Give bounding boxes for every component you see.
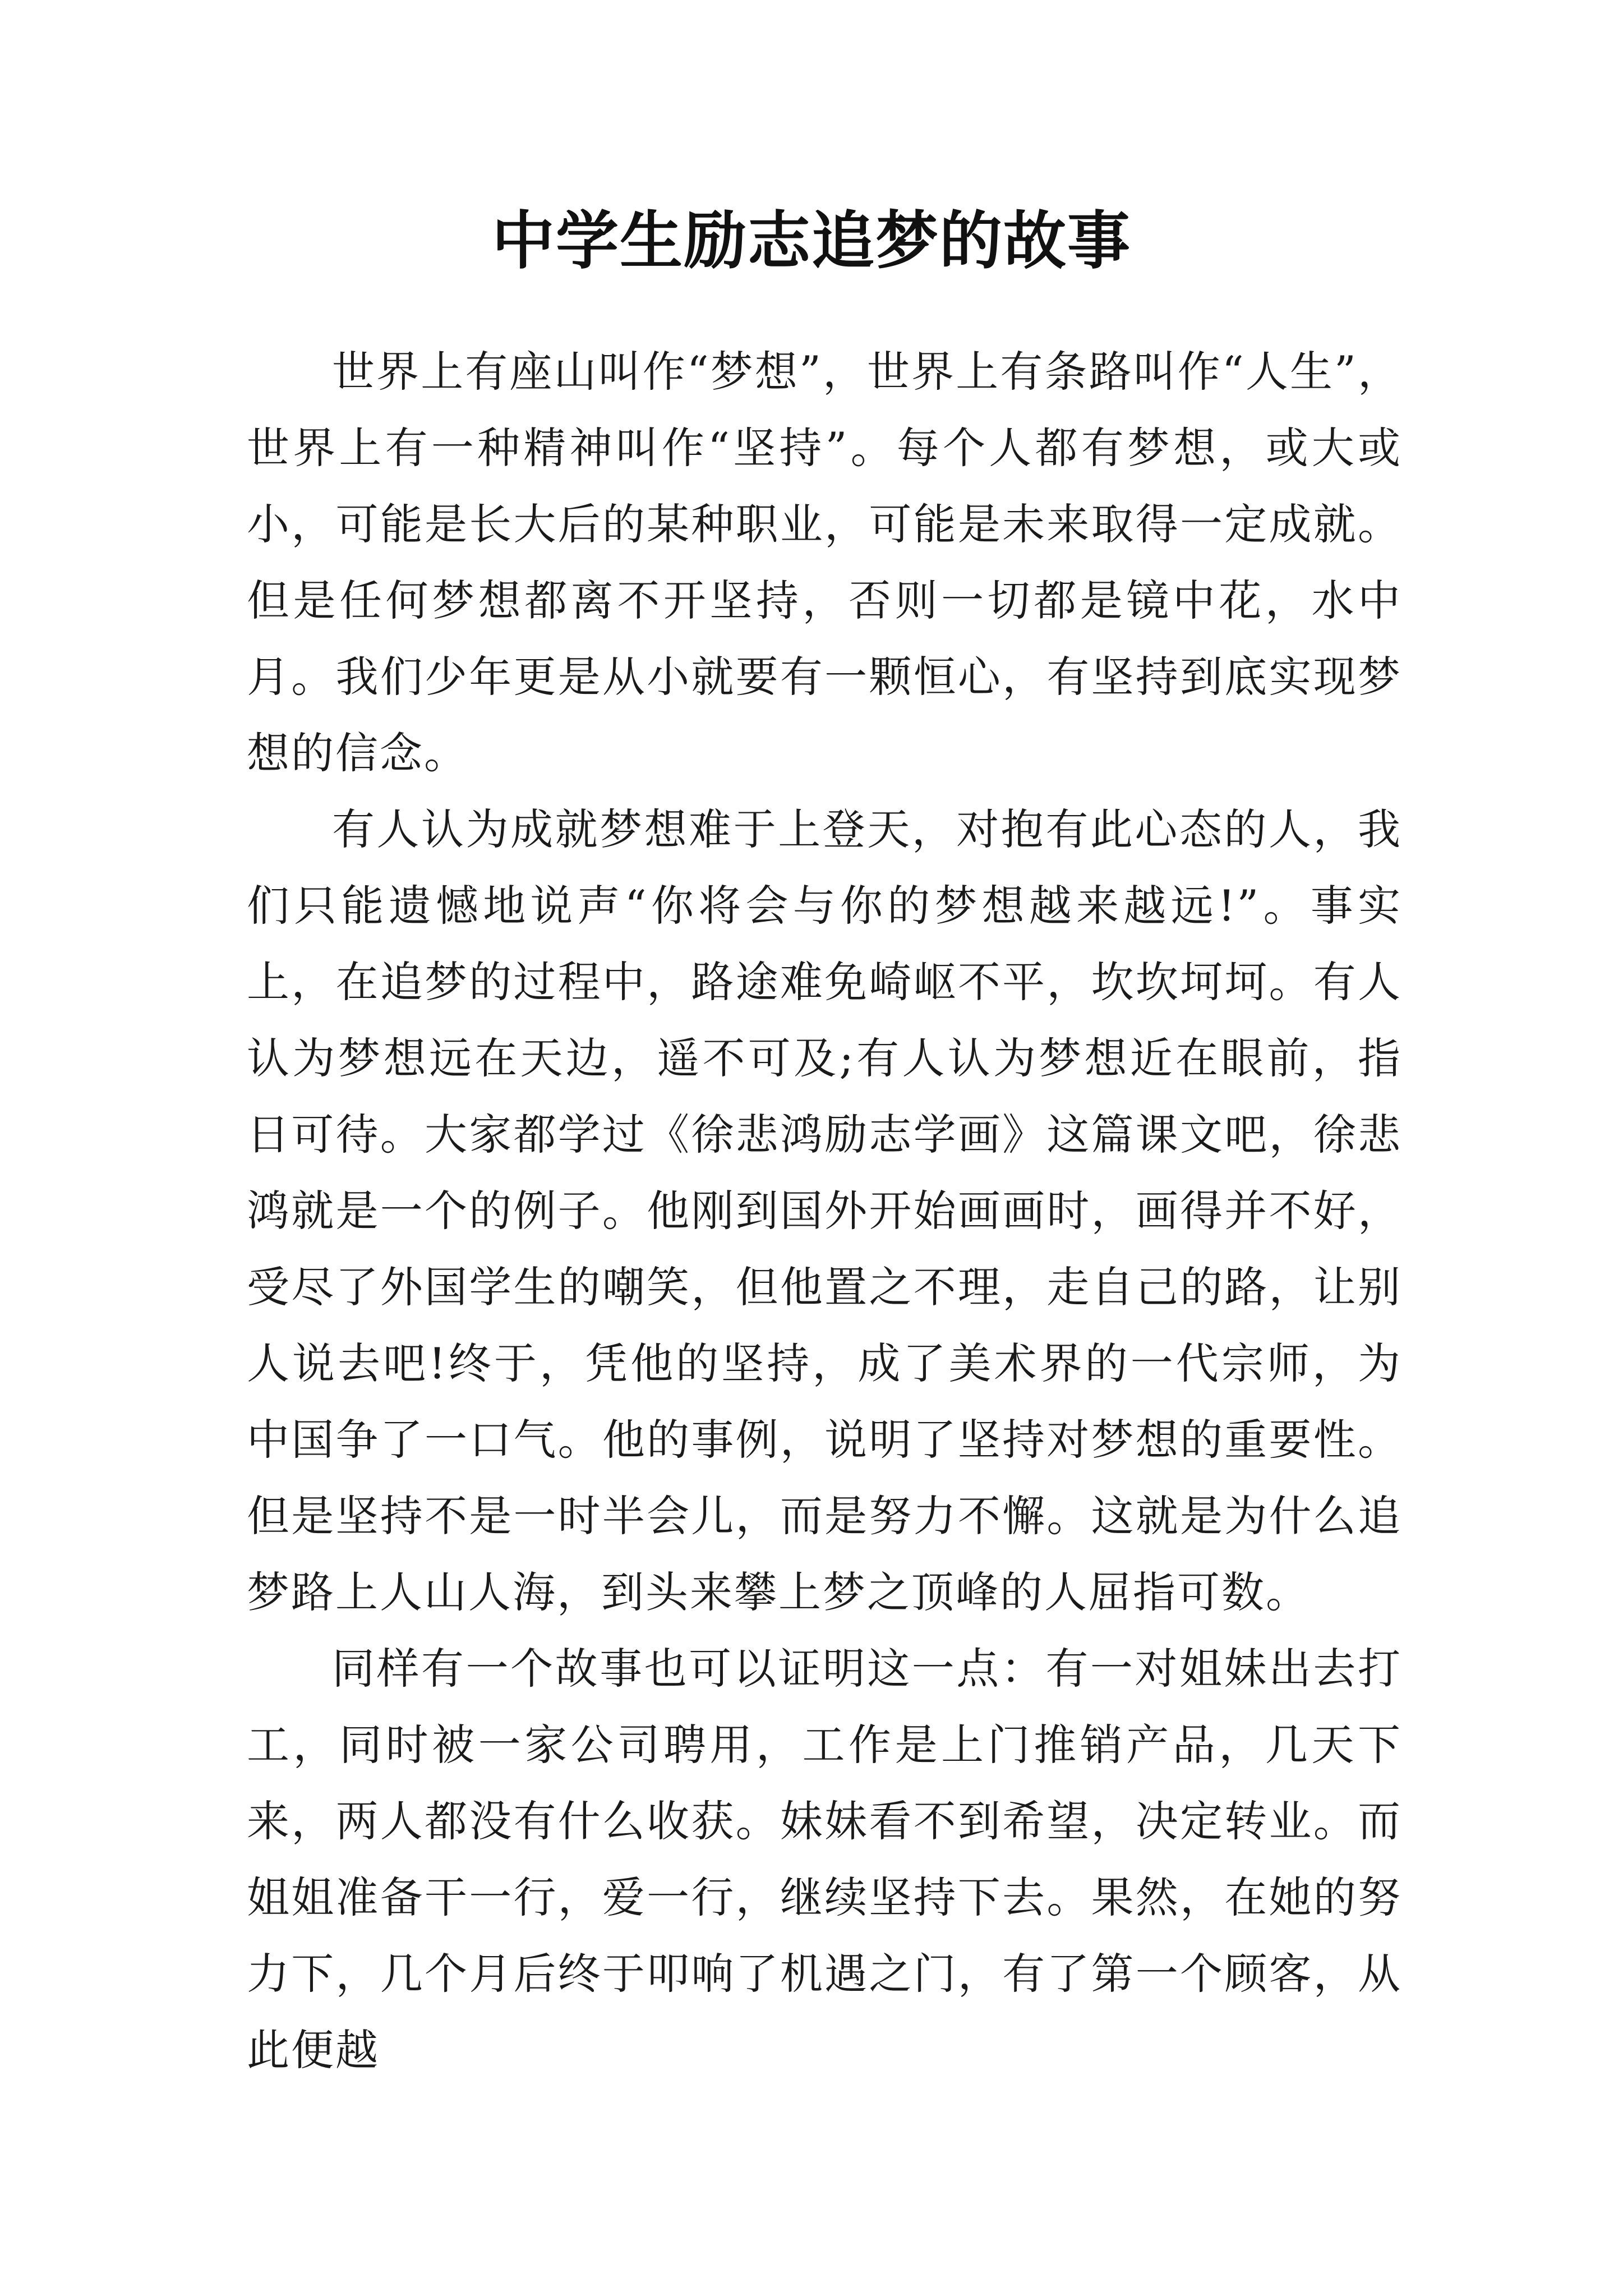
paragraph-1: 世界上有座山叫作“梦想”，世界上有条路叫作“人生”，世界上有一种精神叫作“坚持”。每个人都有梦想，或大或小，可能是长大后的某种职业，可能是未来取得一定成就。但是任何梦想都离不开坚持，否则一切都是镜中花，水中月。我们少年更是从小就要有一颗恒心，有坚持到底实现梦想的信念。 (247, 347, 1402, 778)
paragraph-2: 有人认为成就梦想难于上登天，对抱有此心态的人，我们只能遗憾地说声“你将会与你的梦想越来越远!”。事实上，在追梦的过程中，路途难免崎岖不平，坎坎坷坷。有人认为梦想远在天边，遥不可及;有人认为梦想近在眼前，指日可待。大家都学过《徐悲鸿励志学画》这篇课文吧，徐悲鸿就是一个的例子。他刚到国外开始画画时，画得并不好，受尽了外国学生的嘲笑，但他置之不理，走自己的路，让别人说去吧!终于，凭他的坚持，成了美术界的一代宗师，为中国争了一口气。他的事例，说明了坚持对梦想的重要性。但是坚持不是一时半会儿，而是努力不懈。这就是为什么追梦路上人山人海，到头来攀上梦之顶峰的人屈指可数。 (247, 804, 1402, 1617)
paragraph-3: 同样有一个故事也可以证明这一点：有一对姐妹出去打工，同时被一家公司聘用，工作是上门推销产品，几天下来，两人都没有什么收获。妹妹看不到希望，决定转业。而姐姐准备干一行，爱一行，继续坚持下去。果然，在她的努力下，几个月后终于叩响了机遇之门，有了第一个顾客，从此便越 (247, 1644, 1402, 2075)
document-title: 中学生励志追梦的故事 (492, 204, 1131, 278)
document-body (247, 334, 1402, 2088)
